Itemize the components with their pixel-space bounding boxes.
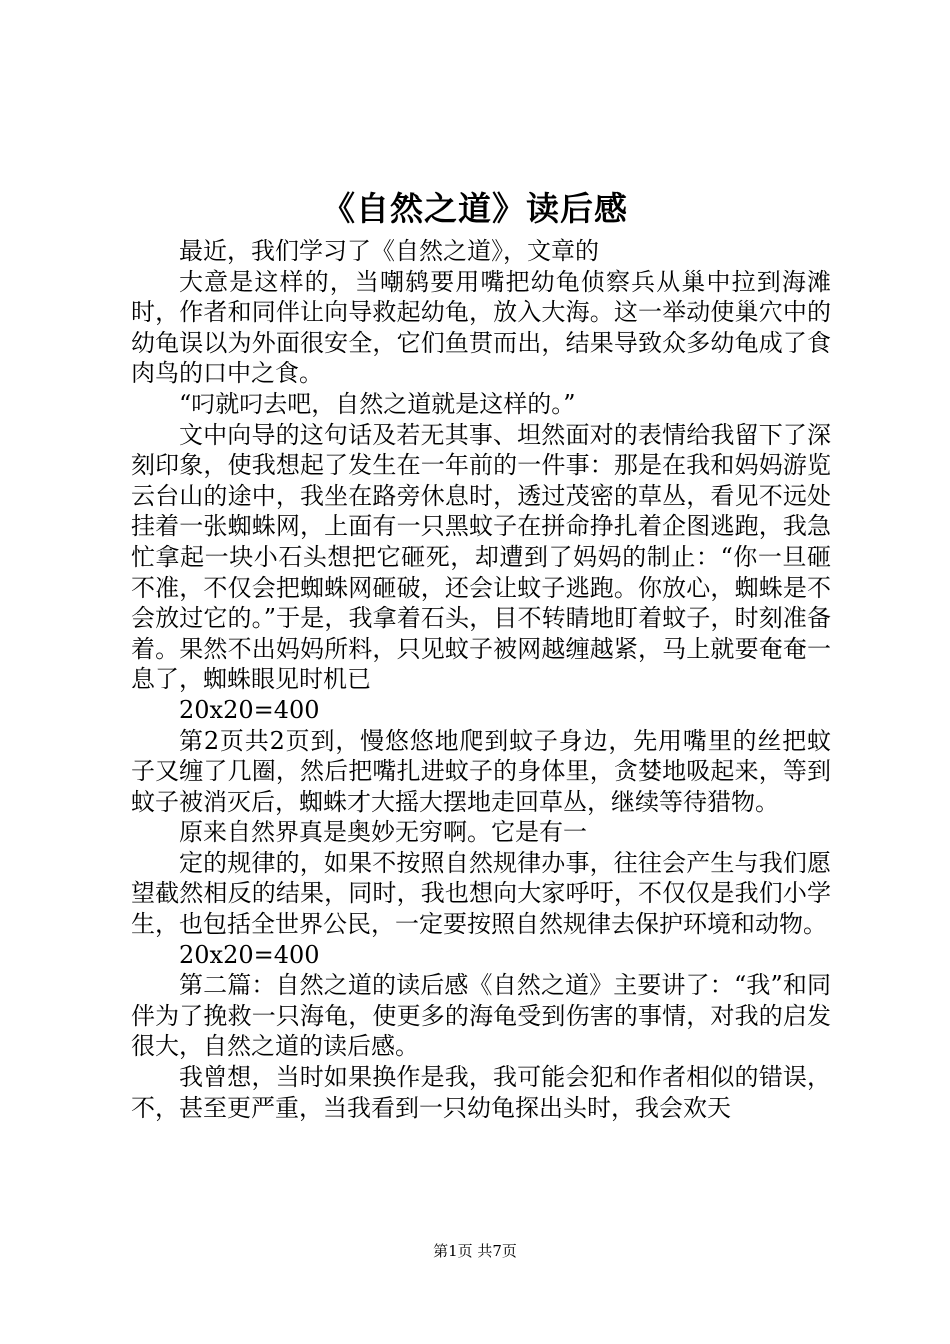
paragraph: 我曾想，当时如果换作是我，我可能会犯和作者相似的错误，不，甚至更严重，当我看到一只幼龟探出头时，我会欢天 bbox=[131, 1063, 831, 1122]
paragraph: 原来自然界真是奥妙无穷啊。它是有一 bbox=[179, 818, 587, 847]
paragraph: 文中向导的这句话及若无其事、坦然面对的表情给我留下了深刻印象，使我想起了发生在一年前的一件事：那是在我和妈妈游览云台山的途中，我坐在路旁休息时，透过茂密的草丛，看见不远处挂着一张蜘蛛网，上面有一只黑蚊子在拼命挣扎着企图逃跑，我急忙拿起一块小石头想把它砸死，却遭到了妈妈的制止：“你一旦砸不准，不仅会把蜘蛛网砸破，还会让蚊子逃跑。你放心，蜘蛛是不会放过它的。”于是，我拿着石头，目不转睛地盯着蚊子，时刻准备着。果然不出妈妈所料，只见蚊子被网越缠越紧，马上就要奄奄一息了，蜘蛛眼见时机已 bbox=[131, 420, 831, 694]
paragraph: 大意是这样的，当嘲鸫要用嘴把幼龟侦察兵从巢中拉到海滩时，作者和同伴让向导救起幼龟，放入大海。这一举动使巢穴中的幼龟误以为外面很安全，它们鱼贯而出，结果导致众多幼龟成了食肉鸟的口中之食。 bbox=[131, 267, 831, 388]
word-count-line: 20x20=400 bbox=[179, 695, 320, 724]
word-count-line: 20x20=400 bbox=[179, 940, 320, 969]
page-title: 《自然之道》读后感 bbox=[322, 189, 628, 228]
paragraph: 第2页共2页到，慢悠悠地爬到蚊子身边，先用嘴里的丝把蚊子又缠了几圈，然后把嘴扎进蚊子的身体里，贪婪地吸起来，等到蚊子被消灭后，蜘蛛才大摇大摆地走回草丛，继续等待猎物。 bbox=[131, 726, 831, 816]
document-body bbox=[131, 236, 831, 1123]
page-footer: 第1页 共7页 bbox=[433, 1242, 517, 1260]
paragraph: 最近，我们学习了《自然之道》，文章的 bbox=[179, 237, 599, 265]
paragraph: 定的规律的，如果不按照自然规律办事，往往会产生与我们愿望截然相反的结果，同时，我也想向大家呼吁，不仅仅是我们小学生，也包括全世界公民，一定要按照自然规律去保护环境和动物。 bbox=[131, 848, 831, 939]
paragraph: “叼就叼去吧，自然之道就是这样的。” bbox=[179, 389, 576, 418]
paragraph: 第二篇：自然之道的读后感《自然之道》主要讲了：“我”和同伴为了挽救一只海龟，使更多的海龟受到伤害的事情，对我的启发很大，自然之道的读后感。 bbox=[131, 971, 831, 1061]
